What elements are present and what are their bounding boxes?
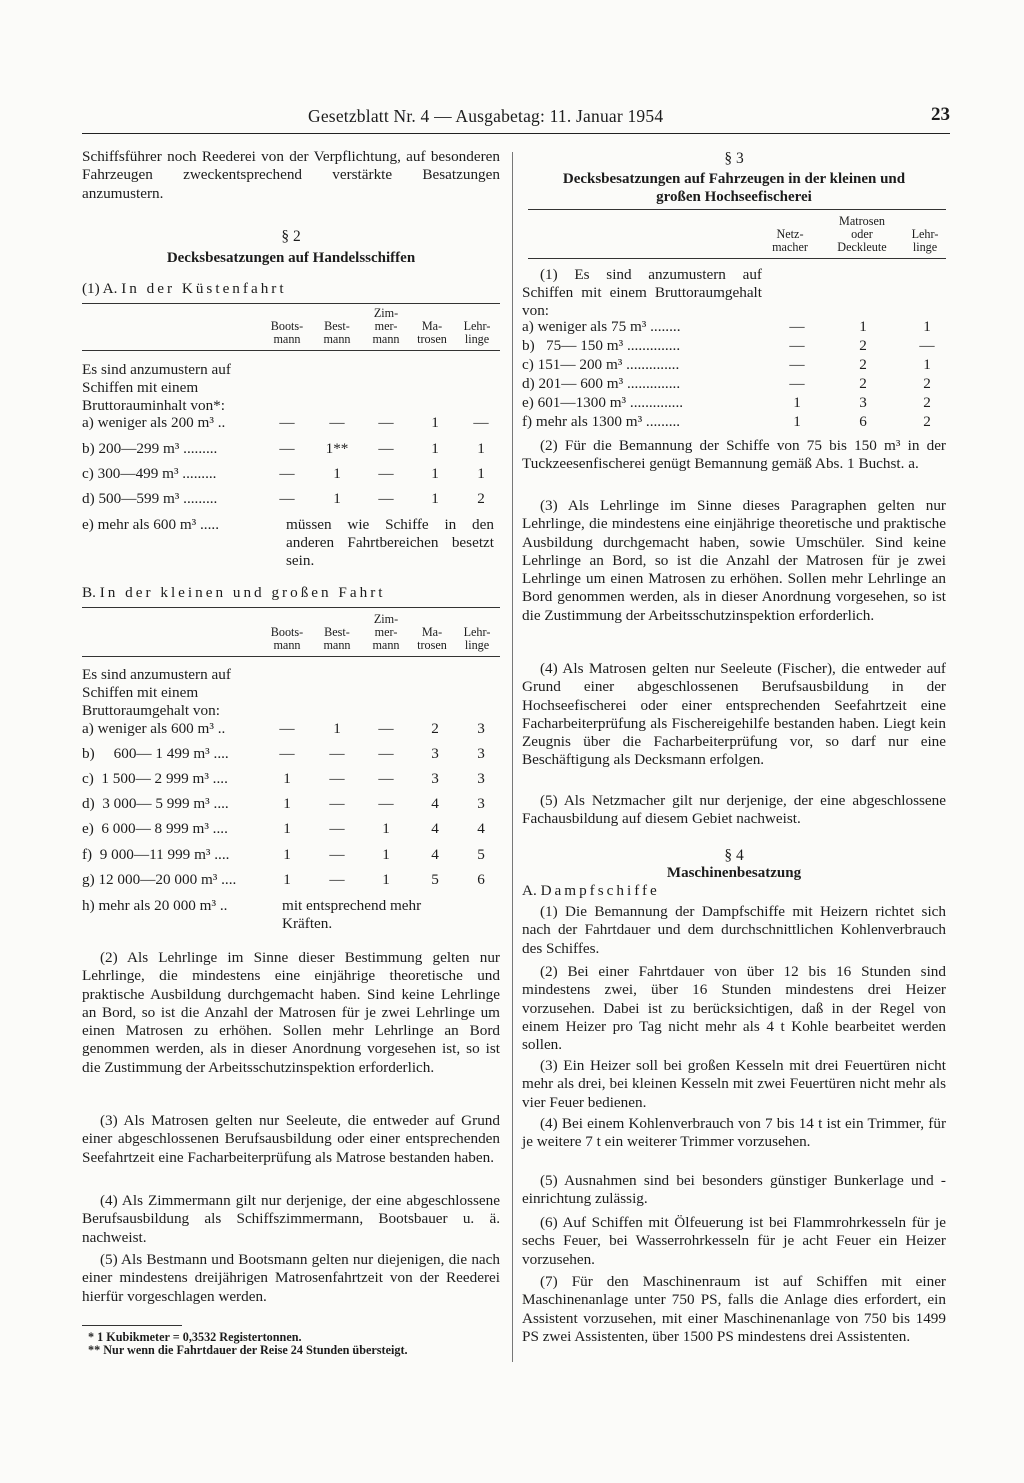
page-number: 23: [931, 104, 950, 125]
cell-netzmacher: —: [789, 375, 805, 392]
table-row: [522, 413, 946, 433]
col-matrosen: Ma- trosen: [417, 625, 447, 652]
cell-lehrlinge: 1: [923, 356, 931, 373]
cell-zimmermann: —: [378, 745, 394, 762]
cell-lehrlinge: 1: [477, 465, 485, 482]
table-row: [522, 337, 946, 357]
cell-bestmann: —: [329, 745, 345, 762]
cell-bootsmann: 1: [283, 846, 291, 863]
cell-lehrlinge: 2: [923, 394, 931, 411]
paragraph-5: (5) Als Netzmacher gilt nur derjenige, der eine abgeschlossene Fachausbildung auf diesem Gebiet nachweist.: [522, 792, 946, 828]
row-note: müssen wie Schiffe in den anderen Fahrtbereichen besetzt sein.: [286, 516, 494, 569]
cell-zimmermann: —: [378, 720, 394, 737]
cell-matrosen: 3: [859, 394, 867, 411]
row-label: b) 600— 1 499 m³ ....: [82, 745, 229, 762]
col-bootsmann: Boots- mann: [270, 625, 304, 652]
cell-bestmann: —: [329, 414, 345, 431]
cell-netzmacher: —: [789, 356, 805, 373]
footnote-rule: [82, 1325, 182, 1326]
row-label: d) 500—599 m³ .........: [82, 490, 218, 507]
row-label: c) 1 500— 2 999 m³ ....: [82, 770, 228, 787]
cell-zimmermann: 1: [382, 846, 390, 863]
part-a-heading: [82, 280, 500, 298]
cell-netzmacher: 1: [793, 394, 801, 411]
cell-matrosen: 2: [859, 337, 867, 354]
row-label: h) mehr als 20 000 m³ ..: [82, 897, 228, 914]
table-row: [82, 846, 500, 866]
cell-lehrlinge: 2: [923, 375, 931, 392]
cell-lehrlinge: 2: [923, 413, 931, 430]
table-row: [82, 720, 500, 740]
cell-lehrlinge: 3: [477, 745, 485, 762]
cell-bootsmann: —: [279, 720, 295, 737]
cell-netzmacher: —: [789, 318, 805, 335]
cell-zimmermann: —: [378, 465, 394, 482]
section-3-title: Decksbesatzungen auf Fahrzeugen in der kleinen und großen Hochseefischerei: [562, 171, 906, 205]
table-a-top-rule: [82, 303, 500, 304]
table-b-intro: Es sind anzumustern auf Schiffen mit einem Bruttoraumgehalt von:: [82, 666, 231, 719]
row-note: mit entsprechend mehr Kräften.: [282, 897, 422, 932]
table-row: [82, 516, 500, 576]
cell-bootsmann: —: [279, 490, 295, 507]
cell-matrosen: 1: [431, 490, 439, 507]
paragraph-q1: (1) Die Bemannung der Dampfschiffe mit Heizern richtet sich nach der Fahrtdauer und dem durchschnittlichen Kohlenverbrauch des Schiffes.: [522, 903, 946, 957]
table-row: [82, 490, 500, 510]
part-b-title: In der kleinen und großen Fahrt: [99, 584, 386, 601]
cell-bootsmann: —: [279, 414, 295, 431]
col-bootsmann: Boots- mann: [270, 319, 304, 346]
cell-zimmermann: 1: [382, 820, 390, 837]
table-b-head-rule: [82, 656, 500, 657]
table-row: [82, 440, 500, 460]
col-zimmermann: Zim- mer- mann: [372, 306, 400, 346]
cell-bestmann: —: [329, 871, 345, 888]
table-row: [522, 356, 946, 376]
table-b-top-rule: [82, 607, 500, 608]
paragraph-q2: (2) Bei einer Fahrtdauer von über 12 bis 16 Stunden sind mindestens zwei, über 16 Stunden mindestens drei Heizer vorzusehen. Dabei ist zu berücksichtigen, daß in der Regel von einem Heizer pro Tag nicht mehr als 4 t Kohle bearbeitet werden sollen.: [522, 963, 946, 1054]
cell-lehrlinge: 3: [477, 720, 485, 737]
cell-zimmermann: —: [378, 440, 394, 457]
table-row: [82, 795, 500, 815]
table-a-head-rule: [82, 350, 500, 351]
cell-bestmann: —: [329, 820, 345, 837]
cell-bootsmann: 1: [283, 820, 291, 837]
part-a-prefix: (1) A.: [82, 280, 118, 297]
cell-matrosen: 1: [431, 465, 439, 482]
cell-matrosen: 1: [431, 440, 439, 457]
column-divider: [512, 152, 513, 1362]
table-row: [82, 770, 500, 790]
section-3-number: § 3: [724, 150, 744, 167]
cell-bootsmann: —: [279, 440, 295, 457]
cell-matrosen: 4: [431, 846, 439, 863]
footnote-2: ** Nur wenn die Fahrtdauer der Reise 24 Stunden übersteigt.: [88, 1343, 408, 1357]
cell-matrosen: 5: [431, 871, 439, 888]
col-matrosen: Ma- trosen: [417, 319, 447, 346]
cell-bootsmann: 1: [283, 795, 291, 812]
cell-bestmann: —: [329, 770, 345, 787]
table-row: [522, 375, 946, 395]
row-label: g) 12 000—20 000 m³ ....: [82, 871, 237, 888]
cell-lehrlinge: 2: [477, 490, 485, 507]
part-a-heading: [522, 882, 946, 900]
row-label: f) 9 000—11 999 m³ ....: [82, 846, 230, 863]
section-2-title: Decksbesatzungen auf Handelsschiffen: [166, 250, 416, 266]
cell-matrosen: 6: [859, 413, 867, 430]
row-label: e) mehr als 600 m³ .....: [82, 516, 219, 533]
paragraph-3: (3) Als Matrosen gelten nur Seeleute, die entweder auf Grund einer abgeschlossenen Berufsausbildung oder einer entsprechenden Seefahrtzeit eine Facharbeiterprüfung als Matrose bestanden haben.: [82, 1112, 500, 1166]
cell-lehrlinge: 3: [477, 770, 485, 787]
section-4-number: § 4: [724, 847, 744, 864]
row-label: b) 75— 150 m³ ..............: [522, 337, 681, 354]
cell-lehrlinge: —: [919, 337, 935, 354]
cell-zimmermann: 1: [382, 871, 390, 888]
cell-lehrlinge: 4: [477, 820, 485, 837]
part-b-prefix: B.: [82, 584, 96, 601]
paragraph-q7: (7) Für den Maschinenraum ist auf Schiffen mit einer Maschinenanlage unter 750 PS, falls die Anlage dies erfordert, ein Assistent vorzusehen, mit einer Maschinenanlage von 750 bis 1499 PS zwei Assistenten, über 1500 PS mindestens drei Assistenten.: [522, 1273, 946, 1345]
paragraph-4: (4) Als Matrosen gelten nur Seeleute (Fischer), die entweder auf Grund einer abgeschlossenen Berufsausbildung in der Hochseefischerei oder einer entsprechenden Seefahrtzeit eine Facharbeiterprüfung als Fischereigehilfe bestanden haben. Liegt kein Zeugnis über die Facharbeiterprüfung vor, so darf nur eine Beschäftigung als Decksmann erfolgen.: [522, 660, 946, 769]
cell-zimmermann: —: [378, 414, 394, 431]
col-netzmacher: Netz- macher: [772, 227, 808, 254]
paragraph-q5: (5) Ausnahmen sind bei besonders günstiger Bunkerlage und -einrichtung zulässig.: [522, 1172, 946, 1208]
cell-matrosen: 2: [431, 720, 439, 737]
paragraph-q6: (6) Auf Schiffen mit Ölfeuerung ist bei Flammrohrkesseln für je sechs Feuer, bei Wasserrohrkesseln für je acht Feuer ein Heizer vorzusehen.: [522, 1214, 946, 1268]
cell-bootsmann: —: [279, 465, 295, 482]
row-label: a) weniger als 200 m³ ..: [82, 414, 226, 431]
paragraph-2: (2) Für die Bemannung der Schiffe von 75 bis 150 m³ in der Tuckzeesenfischerei genügt Bemannung gemäß Abs. 1 Buchst. a.: [522, 437, 946, 473]
col-bestmann: Best- mann: [323, 319, 351, 346]
cell-lehrlinge: 1: [477, 440, 485, 457]
intro-paragraph: Schiffsführer noch Reederei von der Verpflichtung, auf besonderen Fahrzeugen zweckentsprechend verstärkte Besatzungen anzumustern.: [82, 148, 500, 202]
part-a-title: Dampfschiffe: [540, 882, 660, 899]
header-title: Gesetzblatt Nr. 4 — Ausgabetag: 11. Januar 1954: [308, 106, 664, 126]
footnote-1: * 1 Kubikmeter = 0,3532 Registertonnen.: [88, 1330, 302, 1344]
col-lehrlinge: Lehr- linge: [463, 319, 491, 346]
section-2-number: § 2: [281, 228, 301, 245]
col-zimmermann: Zim- mer- mann: [372, 612, 400, 652]
cell-lehrlinge: 3: [477, 795, 485, 812]
col-matrosen-deckleute: Matrosen oder Deckleute: [837, 214, 887, 254]
table-row: [82, 745, 500, 765]
cell-bootsmann: —: [279, 745, 295, 762]
paragraph-q3: (3) Ein Heizer soll bei großen Kesseln mit drei Feuertüren nicht mehr als drei, bei kleinen Kesseln mit zwei Feuertüren nicht mehr als vier Feuer bedienen.: [522, 1057, 946, 1111]
table-row: [82, 465, 500, 485]
cell-netzmacher: 1: [793, 413, 801, 430]
cell-bestmann: 1: [333, 465, 341, 482]
col-lehrlinge: Lehr- linge: [911, 227, 939, 254]
cell-bestmann: 1**: [325, 440, 349, 457]
col-bestmann: Best- mann: [323, 625, 351, 652]
table-a-intro: Es sind anzumustern auf Schiffen mit einem Bruttorauminhalt von*:: [82, 361, 231, 414]
table-row: [82, 414, 500, 434]
part-a-prefix: A.: [522, 882, 537, 899]
row-label: e) 601—1300 m³ ..............: [522, 394, 684, 411]
col-lehrlinge: Lehr- linge: [463, 625, 491, 652]
cell-lehrlinge: 6: [477, 871, 485, 888]
cell-zimmermann: —: [378, 770, 394, 787]
cell-lehrlinge: —: [473, 414, 489, 431]
cell-matrosen: 1: [859, 318, 867, 335]
table-3-top-rule: [528, 209, 946, 210]
row-label: d) 3 000— 5 999 m³ ....: [82, 795, 229, 812]
cell-matrosen: 1: [431, 414, 439, 431]
row-label: a) weniger als 75 m³ ........: [522, 318, 681, 335]
row-label: e) 6 000— 8 999 m³ ....: [82, 820, 228, 837]
table-row: [522, 394, 946, 414]
paragraph-5: (5) Als Bestmann und Bootsmann gelten nur diejenigen, die nach einer mindestens dreijährigen Matrosenfahrtzeit von der Reederei hierfür vorgeschlagen werden.: [82, 1251, 500, 1305]
cell-netzmacher: —: [789, 337, 805, 354]
row-label: f) mehr als 1300 m³ .........: [522, 413, 681, 430]
paragraph-q4: (4) Bei einem Kohlenverbrauch von 7 bis 14 t ist ein Trimmer, für je weitere 7 t ein weiterer Trimmer vorzusehen.: [522, 1115, 946, 1151]
header-rule: [82, 133, 950, 134]
cell-matrosen: 2: [859, 356, 867, 373]
table-row: [82, 820, 500, 840]
cell-lehrlinge: 5: [477, 846, 485, 863]
cell-matrosen: 4: [431, 820, 439, 837]
cell-matrosen: 4: [431, 795, 439, 812]
part-a-title: In der Küstenfahrt: [121, 280, 287, 297]
row-label: c) 300—499 m³ .........: [82, 465, 217, 482]
part-b-heading: [82, 584, 500, 602]
table-3-intro: (1) Es sind anzumustern auf Schiffen mit einem Bruttoraumgehalt von:: [522, 266, 762, 319]
cell-matrosen: 2: [859, 375, 867, 392]
row-label: d) 201— 600 m³ ..............: [522, 375, 681, 392]
cell-lehrlinge: 1: [923, 318, 931, 335]
cell-bootsmann: 1: [283, 871, 291, 888]
table-row: [522, 318, 946, 338]
cell-bestmann: 1: [333, 720, 341, 737]
row-label: c) 151— 200 m³ ..............: [522, 356, 680, 373]
table-3-head-rule: [528, 258, 946, 259]
cell-bootsmann: 1: [283, 770, 291, 787]
table-row: [82, 871, 500, 891]
paragraph-4: (4) Als Zimmermann gilt nur derjenige, der eine abgeschlossene Berufsausbildung als Schiffszimmermann, Bootsbauer u. ä. nachweist.: [82, 1192, 500, 1246]
cell-bestmann: —: [329, 846, 345, 863]
cell-matrosen: 3: [431, 745, 439, 762]
section-4-title: Maschinenbesatzung: [666, 865, 802, 881]
table-row: [82, 897, 500, 937]
row-label: b) 200—299 m³ .........: [82, 440, 218, 457]
cell-bestmann: 1: [333, 490, 341, 507]
cell-bestmann: —: [329, 795, 345, 812]
page-header: [308, 106, 950, 130]
cell-matrosen: 3: [431, 770, 439, 787]
cell-zimmermann: —: [378, 795, 394, 812]
paragraph-2: (2) Als Lehrlinge im Sinne dieser Bestimmung gelten nur Lehrlinge, die mindestens eine einjährige theoretische und praktische Ausbildung durchgemacht haben. Sind keine Lehrlinge an Bord, so ist die Anzahl der Matrosen für je zwei Lehrlinge um einen Matrosen zu erhöhen. Sollen mehr Lehrlinge an Bord genommen werden, als in dieser Anordnung vorgesehen ist, so ist die Zustimmung der Arbeitsschutzinspektion erforderlich.: [82, 949, 500, 1076]
paragraph-3: (3) Als Lehrlinge im Sinne dieses Paragraphen gelten nur Lehrlinge, die mindestens eine einjährige theoretische und praktische Ausbildung durchgemacht haben, sowie Umschüler. Sind keine Lehrlinge an Bord, so ist die Anzahl der Matrosen für je zwei Lehrlinge um einen Matrosen zu erhöhen. Sollen mehr Lehrlinge an Bord genommen werden, als in dieser Anordnung vorgesehen, so ist die Zustimmung der Arbeitsschutzinspektion erforderlich.: [522, 497, 946, 624]
row-label: a) weniger als 600 m³ ..: [82, 720, 226, 737]
cell-zimmermann: —: [378, 490, 394, 507]
